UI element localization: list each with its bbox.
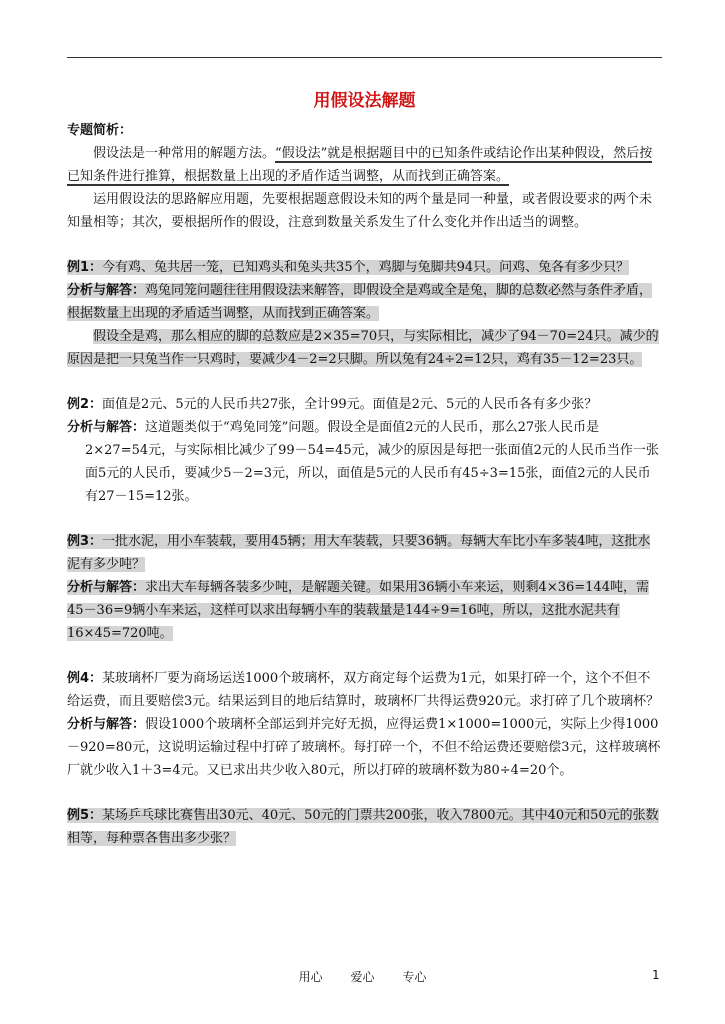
analysis-paragraph-1 (67, 142, 662, 188)
example-1-question (67, 256, 662, 279)
analysis-intro: 假设法是一种常用的解题方法。 (93, 146, 276, 161)
example-1-answer2-text: 假设全是鸡，那么相应的脚的总数应是2×35=70只，与实际相比，减少了94－70=24只。减少的原因是把一只兔当作一只鸡时，要减少4－2=2只脚。所以兔有24÷2=12只，鸡有35－12=23只。 (67, 329, 659, 367)
example-3-question (67, 530, 662, 576)
example-3-label: 例3： (67, 534, 103, 549)
analysis-heading: 专题简析： (67, 123, 133, 138)
example-4-question (67, 667, 662, 713)
example-3-answer (67, 576, 662, 645)
example-4-answer (67, 713, 662, 782)
example-2-label: 例2： (67, 397, 103, 412)
document-title: 用假设法解题 (313, 91, 416, 111)
footer-motto-3: 专心 (402, 970, 427, 984)
page-number: 1 (652, 968, 660, 982)
document-body (67, 90, 662, 850)
example-2-answer-label: 分析与解答： (67, 420, 146, 435)
example-5-question-text: 某场乒乓球比赛售出30元、40元、50元的门票共200张，收入7800元。其中40元和50元的张数相等，每种票各售出多少张？ (67, 808, 659, 846)
analysis-definition-underlined: “假设法”就是根据题目中的已知条件或结论作出某种假设，然后按已知条件进行推算，根据数量上出现的矛盾作适当调整，从而找到正确答案。 (67, 146, 653, 184)
example-1-answer-text: 鸡兔同笼问题往往用假设法来解答，即假设全是鸡或全是兔，脚的总数必然与条件矛盾，根据数量上出现的矛盾适当调整，从而找到正确答案。 (67, 283, 653, 321)
example-4-label: 例4： (67, 671, 103, 686)
example-2-answer-text: 这道题类似于“鸡兔同笼”问题。假设全是面值2元的人民币，那么27张人民币是2×27=54元，与实际相比减少了99－54=45元，减少的原因是每把一张面值2元的人民币当作一张面5元的人民币，要减少5－2=3元，所以，面值是5元的人民币有45÷3=15张，面值2元的人民币有27－15=12张。 (85, 420, 659, 504)
footer-motto-1: 用心 (298, 970, 323, 984)
example-1-answer-label: 分析与解答： (67, 283, 146, 298)
example-1-answer (67, 279, 662, 325)
example-4-question-text: 某玻璃杯厂要为商场运送1000个玻璃杯，双方商定每个运费为1元，如果打碎一个，这个不但不给运费，而且要赔偿3元。结果运到目的地后结算时，玻璃杯厂共得运费920元。求打碎了几个玻璃杯？ (67, 671, 660, 709)
example-3-question-text: 一批水泥，用小车装载，要用45辆；用大车装载，只要36辆。每辆大车比小车多装4吨，这批水泥有多少吨？ (67, 534, 651, 572)
example-2-answer (67, 416, 662, 508)
example-3-answer-text: 求出大车每辆各装多少吨，是解题关键。如果用36辆小车来运，则剩4×36=144吨，需45－36=9辆小车来运，这样可以求出每辆小车的装载量是144÷9=16吨，所以，这批水泥共有16×45=720吨。 (67, 580, 649, 641)
page-footer (0, 968, 725, 985)
example-2-question-text: 面值是2元、5元的人民币共27张，全计99元。面值是2元、5元的人民币各有多少张？ (102, 397, 598, 412)
analysis-paragraph-2: 运用假设法的思路解应用题，先要根据题意假设未知的两个量是同一种量，或者假设要求的两个未知量相等；其次，要根据所作的假设，注意到数量关系发生了什么变化并作出适当的调整。 (67, 192, 653, 230)
example-5-label: 例5： (67, 808, 103, 823)
example-5-question (67, 804, 662, 850)
example-1-answer-continued (67, 325, 662, 371)
example-1-question-text: 今有鸡、兔共居一笼，已知鸡头和兔头共35个，鸡脚与兔脚共94只。问鸡、兔各有多少只？ (102, 260, 630, 275)
example-4-answer-label: 分析与解答： (67, 717, 146, 732)
example-4-answer-text: 假设1000个玻璃杯全部运到并完好无损，应得运费1×1000=1000元，实际上少得1000－920=80元，这说明运输过程中打碎了玻璃杯。每打碎一个，不但不给运费还要赔偿3元，这样玻璃杯厂就少收入1＋3=4元。又已求出共少收入80元，所以打碎的玻璃杯数为80÷4=20个。 (67, 717, 661, 778)
example-3-answer-label: 分析与解答： (67, 580, 146, 595)
footer-motto-2: 爱心 (350, 970, 375, 984)
header-rule (67, 57, 662, 58)
example-2-question (67, 393, 662, 416)
example-1-label: 例1： (67, 260, 103, 275)
